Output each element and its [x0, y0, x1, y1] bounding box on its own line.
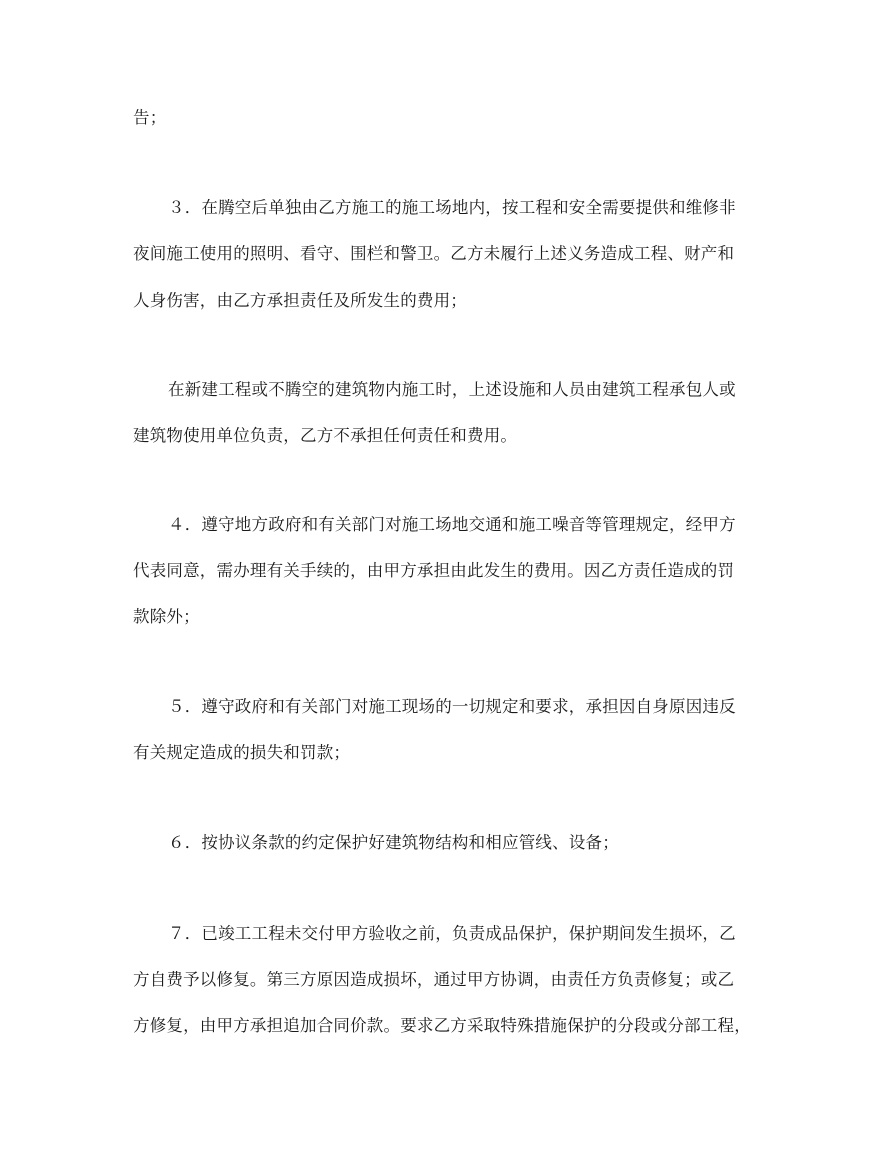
paragraph-line: 代表同意，需办理有关手续的，由甲方承担由此发生的费用。因乙方责任造成的罚: [133, 561, 735, 580]
paragraph-line: 人身伤害，由乙方承担责任及所发生的费用；: [133, 291, 467, 310]
paragraph-line: 夜间施工使用的照明、看守、围栏和警卫。乙方未履行上述义务造成工程、财产和: [133, 244, 735, 263]
paragraph-line: ７．已竣工工程未交付甲方验收之前，负责成品保护，保护期间发生损坏，乙: [168, 924, 736, 943]
paragraph-line: 方修复，由甲方承担追加合同价款。要求乙方采取特殊措施保护的分段或分部工程，: [133, 1016, 751, 1035]
paragraph-line: ６．按协议条款的约定保护好建筑物结构和相应管线、设备；: [168, 833, 619, 852]
paragraph-line: 方自费予以修复。第三方原因造成损坏，通过甲方协调，由责任方负责修复；或乙: [133, 970, 735, 989]
paragraph-line: 有关规定造成的损失和罚款；: [133, 743, 351, 762]
paragraph-line: ５．遵守政府和有关部门对施工现场的一切规定和要求，承担因自身原因违反: [168, 697, 736, 716]
paragraph-line: 建筑物使用单位负责，乙方不承担任何责任和费用。: [133, 426, 518, 445]
paragraph-line: ４．遵守地方政府和有关部门对施工场地交通和施工噪音等管理规定，经甲方: [168, 515, 736, 534]
paragraph-line: 款除外；: [133, 607, 200, 626]
paragraph-line: ３．在腾空后单独由乙方施工的施工场地内，按工程和安全需要提供和维修非: [168, 198, 736, 217]
paragraph-line: 在新建工程或不腾空的建筑物内施工时，上述设施和人员由建筑工程承包人或: [168, 380, 736, 399]
paragraph-line: 告；: [133, 108, 167, 127]
